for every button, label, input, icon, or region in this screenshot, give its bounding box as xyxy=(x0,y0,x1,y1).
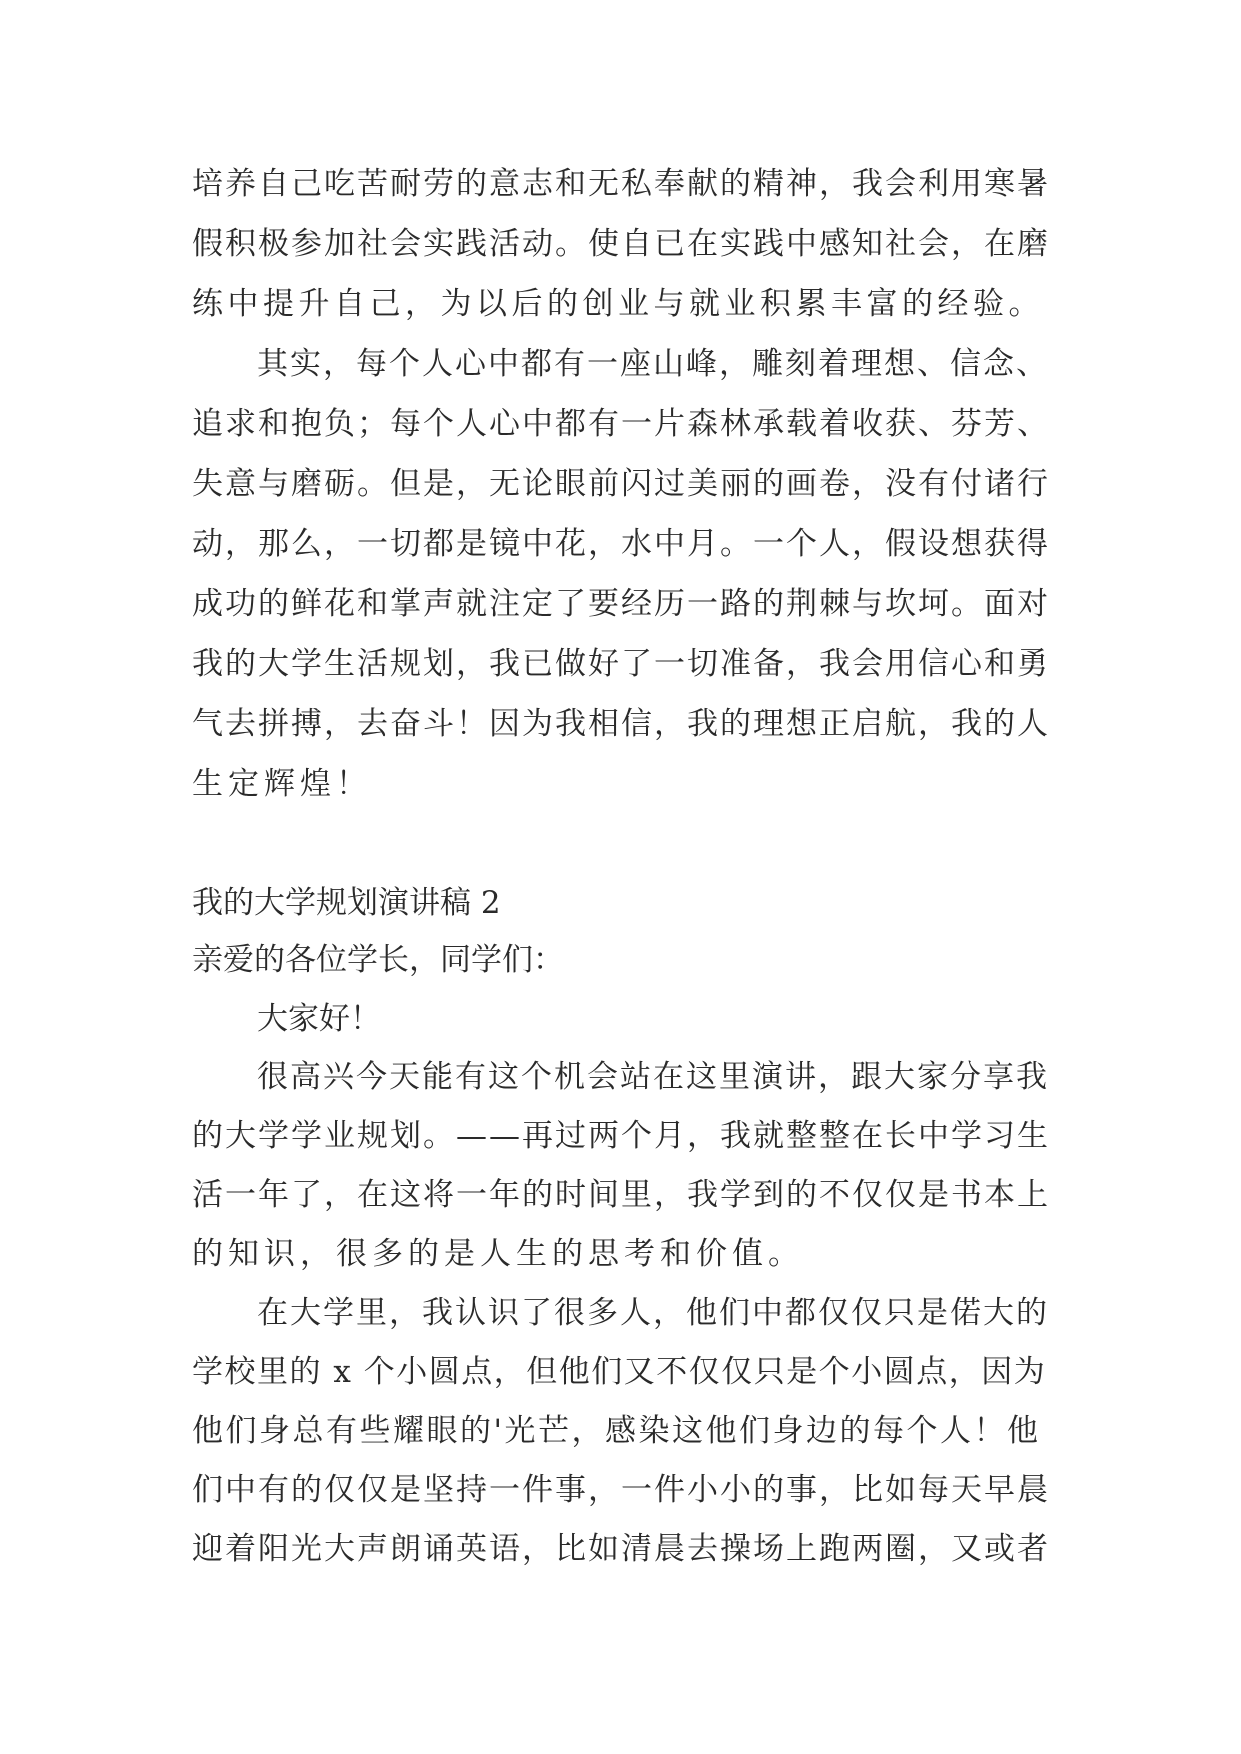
paragraph-3-line-2: 的大学学业规划。——再过两个月，我就整整在长中学习生 xyxy=(192,1118,1050,1154)
paragraph-4-line-4: 们中有的仅仅是坚持一件事，一件小小的事，比如每天早晨 xyxy=(192,1472,1050,1508)
paragraph-1-line-2: 假积极参加社会实践活动。使自已在实践中感知社会，在磨 xyxy=(192,226,1050,262)
paragraph-2-line-5: 成功的鲜花和掌声就注定了要经历一路的荆棘与坎坷。面对 xyxy=(192,586,1050,622)
paragraph-3-line-3: 活一年了，在这将一年的时间里，我学到的不仅仅是书本上 xyxy=(192,1177,1050,1213)
paragraph-2-line-8: 生定辉煌！ xyxy=(192,766,372,802)
paragraph-2-line-3: 失意与磨砺。但是，无论眼前闪过美丽的画卷，没有付诸行 xyxy=(192,466,1050,502)
paragraph-4-line-3: 他们身总有些耀眼的'光芒，感染这他们身边的每个人！他 xyxy=(192,1413,1041,1449)
paragraph-4-line-5: 迎着阳光大声朗诵英语，比如清晨去操场上跑两圈，又或者 xyxy=(192,1531,1050,1567)
paragraph-4-line-2: 学校里的 x 个小圆点，但他们又不仅仅只是个小圆点，因为 xyxy=(192,1354,1047,1390)
greeting: 大家好！ xyxy=(257,1001,381,1037)
paragraph-2-line-4: 动，那么，一切都是镜中花，水中月。一个人，假设想获得 xyxy=(192,526,1050,562)
paragraph-1-line-1: 培养自己吃苦耐劳的意志和无私奉献的精神，我会利用寒暑 xyxy=(192,166,1050,202)
paragraph-4-line-1: 在大学里，我认识了很多人，他们中都仅仅只是偌大的 xyxy=(257,1295,1049,1331)
section-title: 我的大学规划演讲稿 2 xyxy=(192,885,501,921)
paragraph-3-line-4: 的知识，很多的是人生的思考和价值。 xyxy=(192,1236,804,1272)
paragraph-2-line-6: 我的大学生活规划，我已做好了一切准备，我会用信心和勇 xyxy=(192,646,1050,682)
paragraph-2-line-2: 追求和抱负；每个人心中都有一片森林承载着收获、芬芳、 xyxy=(192,406,1050,442)
salutation: 亲爱的各位学长，同学们： xyxy=(192,942,564,978)
paragraph-1-line-3: 练中提升自己，为以后的创业与就业积累丰富的经验。 xyxy=(192,286,1044,322)
paragraph-2-line-1: 其实，每个人心中都有一座山峰，雕刻着理想、信念、 xyxy=(257,346,1049,382)
paragraph-3-line-1: 很高兴今天能有这个机会站在这里演讲，跟大家分享我 xyxy=(257,1059,1049,1095)
paragraph-2-line-7: 气去拼搏，去奋斗！因为我相信，我的理想正启航，我的人 xyxy=(192,706,1050,742)
